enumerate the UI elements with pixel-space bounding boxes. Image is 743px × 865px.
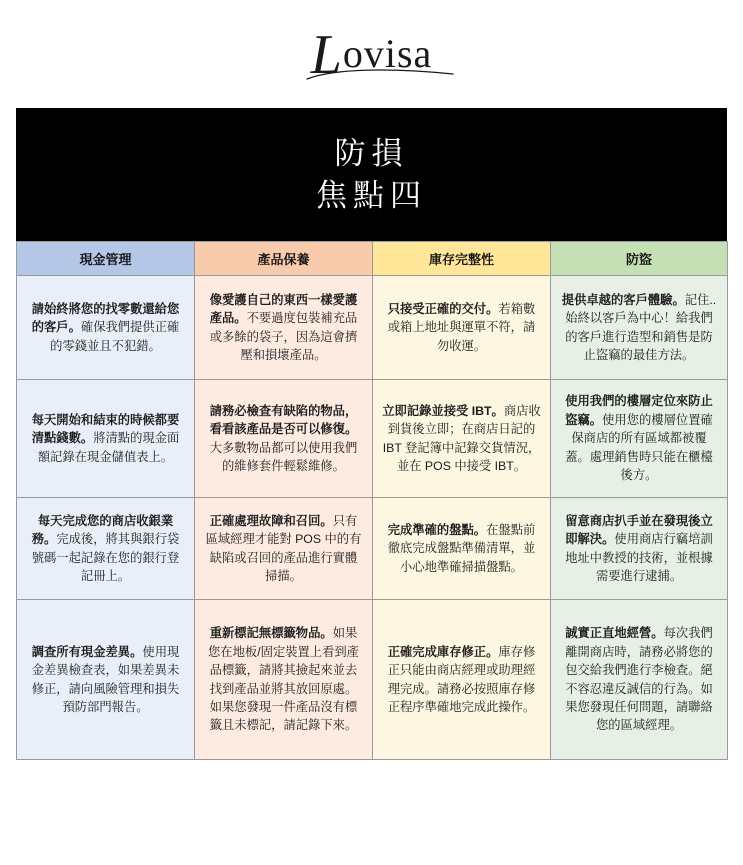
logo-rest: ovisa: [342, 31, 433, 77]
cell-theft-4: [551, 600, 728, 760]
banner-title-line-2: 焦點四: [316, 177, 427, 213]
cell-body: 完成後，將其與銀行袋號碼一起記錄在您的銀行登記冊上。: [31, 532, 180, 583]
cell-lead: 重新標記無標籤物品。: [209, 626, 333, 641]
cell-lead: 請始終將您的找零數還給您的客戶。: [31, 301, 180, 335]
cell-body: 大多數物品都可以使用我們的維修套件輕鬆維修。: [209, 440, 358, 473]
header-product-care: 產品保養: [195, 242, 373, 276]
cell-stock-3: [373, 498, 551, 600]
cell-body: 將清點的現金面額記錄在現金儲值表上。: [37, 431, 180, 464]
cell-body: 使用商店行竊培訓地址中教授的技術，並根據需要進行逮捕。: [565, 532, 713, 583]
title-banner: [16, 108, 727, 241]
table-header-row: [17, 242, 728, 276]
cell-cash-4: [17, 600, 195, 760]
cell-lead: 每天開始和結束的時候都要清點錢數。: [31, 412, 180, 446]
cell-body: 商店收到貨後立即；在商店日記的 IBT 登記簿中記錄交貨情況，並在 POS 中接受 IBT。: [382, 403, 541, 473]
logo-swoosh-icon: [305, 66, 455, 82]
cell-body: 如果您在地板/固定裝置上看到產品標籤，請將其撿起來並去找到產品並將其放回原處。如果您發現一件產品沒有標籤且未標記，請記錄下來。: [208, 626, 359, 733]
cell-body: 使用您的樓層位置確保商店的所有區域都被覆蓋。處理銷售時只能在櫃檯後方。: [565, 412, 713, 483]
cell-product-2: [195, 380, 373, 498]
cell-lead: 只接受正確的交付。: [387, 301, 499, 316]
cell-body: 使用現金差異檢查表，如果差異未修正，請向風險管理和損失預防部門報告。: [31, 644, 180, 714]
cell-lead: 正確處理故障和召回。: [209, 513, 333, 528]
cell-lead: 請務必檢查有缺陷的物品，看看該產品是否可以修復。: [209, 403, 358, 437]
cell-lead: 完成準確的盤點。: [387, 522, 487, 537]
cell-body: 記住..始終以客戶為中心！給我們的客戶進行造型和銷售是防止盜竊的最佳方法。: [565, 292, 717, 362]
header-theft-prevention: 防盜: [551, 242, 728, 276]
header-stock-integrity: 庫存完整性: [373, 242, 551, 276]
cell-stock-4: [373, 600, 551, 760]
cell-lead: 誠實正直地經營。: [565, 626, 664, 641]
cell-lead: 使用我們的樓層定位來防止盜竊。: [565, 394, 713, 427]
cell-stock-1: [373, 276, 551, 380]
cell-lead: 調查所有現金差異。: [31, 644, 143, 659]
cell-lead: 每天完成您的商店收銀業務。: [31, 513, 174, 547]
cell-lead: 立即記錄並接受 IBT。: [382, 403, 504, 418]
cell-lead: 提供卓越的客戶體驗。: [561, 292, 685, 307]
cell-cash-3: [17, 498, 195, 600]
brand-logo-area: [0, 0, 743, 108]
cell-body: 每次我們離開商店時，請務必將您的包交給我們進行李檢查。絕不容忍違反誠信的行為。如果您發現任何問題，請聯絡您的區域經理。: [565, 626, 713, 733]
lovisa-logo: [307, 24, 437, 87]
logo-initial: L: [310, 24, 343, 87]
cell-lead: 正確完成庫存修正。: [387, 644, 499, 659]
cell-lead: 像愛護自己的東西一樣愛護產品。: [209, 292, 358, 326]
cell-theft-2: [551, 380, 728, 498]
table-row: [17, 276, 728, 380]
banner-title-line-1: 防損: [334, 135, 409, 171]
cell-body: 確保我們提供正確的零錢並且不犯錯。: [50, 320, 180, 353]
cell-body: 庫存修正只能由商店經理或助理經理完成。請務必按照庫存修正程序準確地完成此操作。: [387, 644, 536, 714]
table-row: [17, 380, 728, 498]
loss-prevention-table: [16, 241, 728, 760]
cell-body: 若箱數或箱上地址與運單不符，請勿收運。: [387, 301, 536, 353]
table-row: [17, 498, 728, 600]
cell-body: 只有區域經理才能對 POS 中的有缺陷或召回的產品進行實體掃描。: [205, 513, 362, 583]
cell-theft-3: [551, 498, 728, 600]
cell-cash-1: [17, 276, 195, 380]
cell-product-1: [195, 276, 373, 380]
cell-product-4: [195, 600, 373, 760]
cell-theft-1: [551, 276, 728, 380]
cell-stock-2: [373, 380, 551, 498]
cell-lead: 留意商店扒手並在發現後立即解決。: [565, 513, 713, 547]
cell-body: 不要過度包裝補充品或多餘的袋子，因為這會擠壓和損壞產品。: [209, 311, 358, 362]
table-row: [17, 600, 728, 760]
cell-cash-2: [17, 380, 195, 498]
header-cash-management: 現金管理: [17, 242, 195, 276]
cell-product-3: [195, 498, 373, 600]
cell-body: 在盤點前徹底完成盤點準備清單，並小心地準確掃描盤點。: [387, 522, 536, 574]
